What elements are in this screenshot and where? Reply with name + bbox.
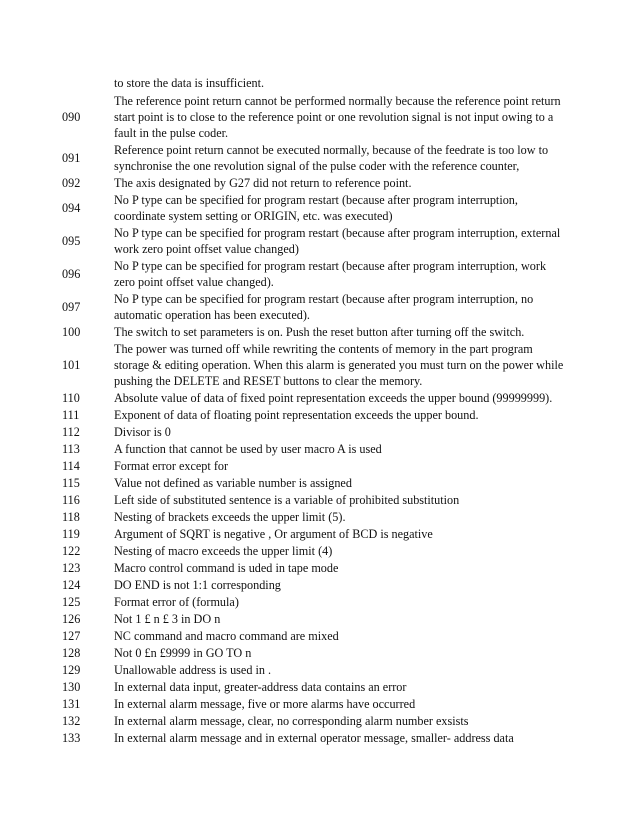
table-row (60, 559, 566, 576)
alarm-message: Left side of substituted sentence is a variable of prohibited substitution (114, 492, 460, 507)
alarm-code: 131 (62, 696, 81, 711)
table-row (60, 323, 566, 340)
alarm-message: The switch to set parameters is on. Push the reset button after turning off the switch. (114, 324, 525, 339)
alarm-message: Argument of SQRT is negative , Or argument of BCD is negative (114, 526, 433, 541)
table-row (60, 695, 566, 712)
continued-text: to store the data is insufficient. (114, 76, 265, 90)
table-row (60, 627, 566, 644)
table-row (60, 525, 566, 542)
table-row (60, 610, 566, 627)
alarm-code: 129 (62, 662, 81, 677)
alarm-code: 111 (62, 407, 80, 422)
alarm-message: Nesting of macro exceeds the upper limit (4) (114, 543, 333, 558)
alarm-message: In external data input, greater-address data contains an error (114, 679, 407, 694)
alarm-message: Format error of (formula) (114, 594, 239, 609)
alarm-code: 113 (62, 441, 80, 456)
alarm-message: Absolute value of data of fixed point representation exceeds the upper bound (99999999). (114, 390, 553, 405)
table-row (60, 491, 566, 508)
alarm-code: 116 (62, 492, 80, 507)
alarm-code: 119 (62, 526, 80, 541)
table-row (60, 257, 566, 290)
alarm-code: 125 (62, 594, 81, 609)
alarm-code: 132 (62, 713, 81, 728)
alarm-code (60, 74, 114, 92)
alarm-message: Not 1 £ n £ 3 in DO n (114, 611, 221, 626)
alarm-code: 110 (62, 390, 80, 405)
table-row (60, 542, 566, 559)
table-row (60, 92, 566, 141)
table-row (60, 576, 566, 593)
alarm-message: Format error except for (114, 458, 229, 473)
table-row (60, 389, 566, 406)
alarm-message: No P type can be specified for program restart (because after program interruption, no automatic operation has been executed). (114, 291, 534, 322)
alarm-message: No P type can be specified for program restart (because after program interruption, coordinate system setting or ORIGIN, etc. was executed) (114, 192, 518, 223)
alarm-code: 101 (62, 357, 81, 372)
alarm-code: 127 (62, 628, 81, 643)
alarm-code: 096 (62, 266, 81, 281)
table-row (60, 712, 566, 729)
alarm-code: 114 (62, 458, 80, 473)
alarm-message: Divisor is 0 (114, 424, 171, 439)
alarm-message: Exponent of data of floating point representation exceeds the upper bound. (114, 407, 479, 422)
alarm-message: No P type can be specified for program restart (because after program interruption, external work zero point offset value changed) (114, 225, 561, 256)
alarm-table-body (60, 74, 566, 746)
table-row (60, 593, 566, 610)
table-row (60, 406, 566, 423)
alarm-message: The axis designated by G27 did not return to reference point. (114, 175, 412, 190)
table-row (60, 729, 566, 746)
alarm-message: A function that cannot be used by user macro A is used (114, 441, 382, 456)
alarm-message: In external alarm message and in external operator message, smaller- address data (114, 730, 514, 745)
alarm-table (60, 74, 566, 746)
alarm-message: DO END is not 1:1 corresponding (114, 577, 281, 592)
alarm-code: 123 (62, 560, 81, 575)
alarm-message: Reference point return cannot be executed normally, because of the feedrate is too low to synchronise the one revolution signal of the pulse coder with the reference counter, (114, 142, 549, 173)
table-row (60, 290, 566, 323)
continued-row (60, 74, 566, 92)
alarm-message: Unallowable address is used in . (114, 662, 272, 677)
table-row (60, 191, 566, 224)
alarm-message: The power was turned off while rewriting the contents of memory in the part program storage & editing operation. When this alarm is generated you must turn on the power while pushing the DELETE and RESET buttons to clear the memory. (114, 341, 564, 388)
table-row (60, 644, 566, 661)
alarm-code: 090 (62, 109, 81, 124)
table-row (60, 141, 566, 174)
table-row (60, 174, 566, 191)
table-row (60, 508, 566, 525)
alarm-message: In external alarm message, clear, no corresponding alarm number exsists (114, 713, 469, 728)
alarm-code: 095 (62, 233, 81, 248)
table-row (60, 224, 566, 257)
alarm-code: 094 (62, 200, 81, 215)
table-row (60, 678, 566, 695)
alarm-code: 092 (62, 175, 81, 190)
alarm-message: No P type can be specified for program restart (because after program interruption, work zero point offset value changed). (114, 258, 547, 289)
table-row (60, 474, 566, 491)
alarm-message: In external alarm message, five or more alarms have occurred (114, 696, 416, 711)
alarm-code: 097 (62, 299, 81, 314)
table-row (60, 440, 566, 457)
alarm-message: Macro control command is uded in tape mode (114, 560, 339, 575)
alarm-code: 100 (62, 324, 81, 339)
alarm-code: 124 (62, 577, 81, 592)
alarm-code: 128 (62, 645, 81, 660)
alarm-message: Nesting of brackets exceeds the upper limit (5). (114, 509, 346, 524)
table-row (60, 661, 566, 678)
alarm-code: 115 (62, 475, 80, 490)
alarm-code: 118 (62, 509, 80, 524)
alarm-code: 126 (62, 611, 81, 626)
alarm-code: 122 (62, 543, 81, 558)
alarm-code: 091 (62, 150, 81, 165)
alarm-message: Value not defined as variable number is assigned (114, 475, 352, 490)
table-row (60, 423, 566, 440)
alarm-message: The reference point return cannot be performed normally because the reference point return start point is to close to the reference point or one revolution signal is not input owing to a fault in the pulse coder. (114, 93, 561, 140)
table-row (60, 340, 566, 389)
alarm-code: 133 (62, 730, 81, 745)
alarm-code: 112 (62, 424, 80, 439)
alarm-code: 130 (62, 679, 81, 694)
alarm-message: NC command and macro command are mixed (114, 628, 339, 643)
table-row (60, 457, 566, 474)
alarm-message: Not 0 £n £9999 in GO TO n (114, 645, 252, 660)
